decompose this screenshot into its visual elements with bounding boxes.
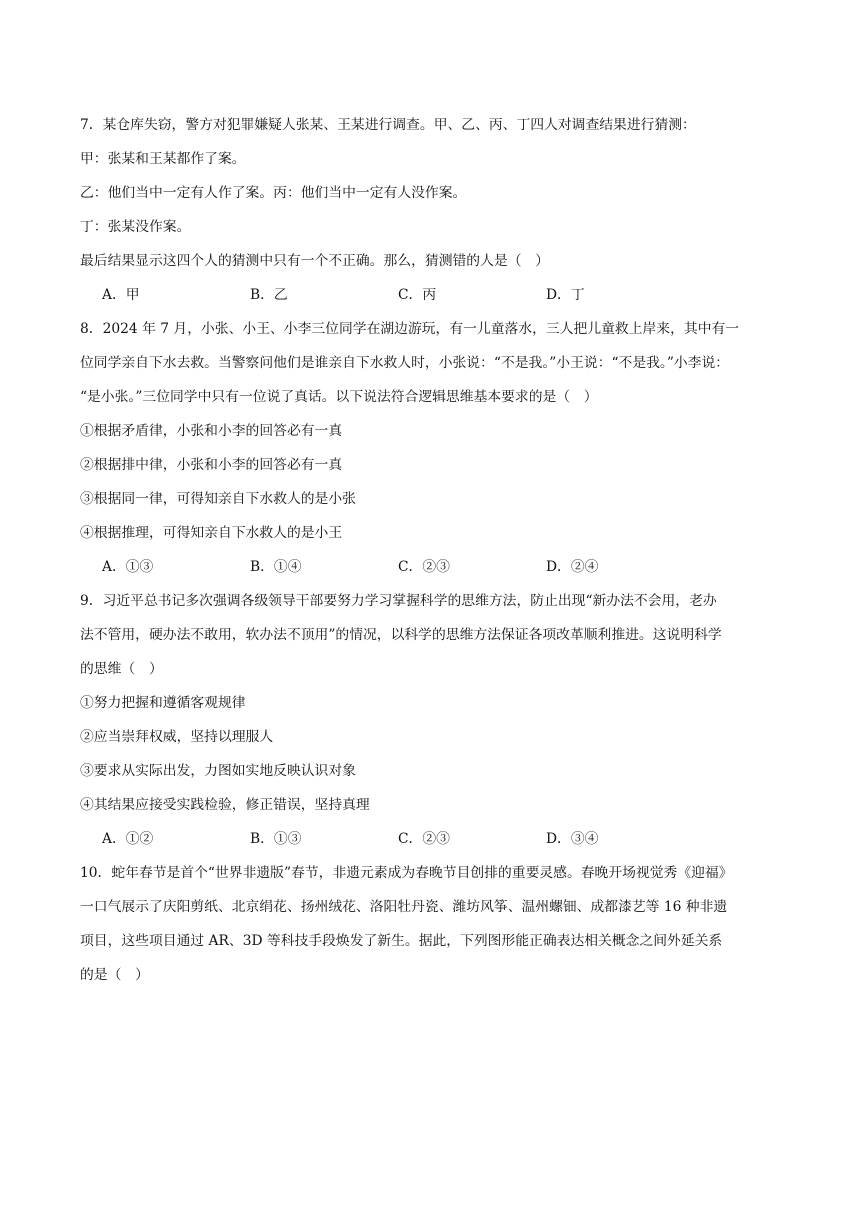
question-text-line: 甲：张某和王某都作了案。 (80, 151, 246, 167)
question-text-line: 最后结果显示这四个人的猜测中只有一个不正确。那么，猜测错的人是（ ） (80, 253, 550, 269)
question-text-line: 丁：张某没作案。 (80, 219, 191, 235)
answer-option: B．乙 (250, 287, 288, 303)
question-list (80, 108, 800, 992)
answer-option: A．①② (102, 831, 154, 847)
answer-option: B．①④ (250, 559, 302, 575)
answer-option: D．②④ (546, 559, 599, 575)
question-block (80, 584, 800, 856)
answer-option: C．②③ (398, 831, 450, 847)
question-text-line: 10．蛇年春节是首个“世界非遗版”春节，非遗元素成为春晚节目创排的重要灵感。春晚开场视觉秀《迎福》 (80, 865, 733, 881)
answer-options (80, 550, 800, 584)
question-text-line: “是小张。”三位同学中只有一位说了真话。以下说法符合逻辑思维基本要求的是（ ） (80, 389, 598, 405)
question-text-line: ③根据同一律，可得知亲自下水救人的是小张 (80, 491, 356, 507)
answer-options (80, 822, 800, 856)
answer-option: D．丁 (546, 287, 585, 303)
question-text-line: ④根据推理，可得知亲自下水救人的是小王 (80, 525, 343, 541)
answer-option: C．②③ (398, 559, 450, 575)
question-text-line: 的是（ ） (80, 967, 149, 983)
question-text-line: 的思维（ ） (80, 661, 163, 677)
question-text-line: 8．2024 年 7 月，小张、小王、小李三位同学在湖边游玩，有一儿童落水，三人把儿童救上岸来，其中有一 (80, 321, 740, 337)
question-text-line: ③要求从实际出发，力图如实地反映认识对象 (80, 763, 356, 779)
question-block (80, 312, 800, 584)
question-text-line: 一口气展示了庆阳剪纸、北京绢花、扬州绒花、洛阳牡丹瓷、潍坊风筝、温州螺钿、成都漆艺等 16 种非遗 (80, 899, 728, 915)
answer-option: A．甲 (102, 287, 140, 303)
question-text-line: ④其结果应接受实践检验，修正错误，坚持真理 (80, 797, 370, 813)
answer-option: B．①③ (250, 831, 302, 847)
answer-option: A．①③ (102, 559, 154, 575)
question-text-line: ①根据矛盾律，小张和小李的回答必有一真 (80, 423, 343, 439)
answer-option: C．丙 (398, 287, 437, 303)
question-block (80, 856, 800, 992)
answer-options (80, 278, 800, 312)
question-text-line: ②应当崇拜权威，坚持以理服人 (80, 729, 274, 745)
question-text-line: 乙：他们当中一定有人作了案。丙：他们当中一定有人没作案。 (80, 185, 467, 201)
question-text-line: ②根据排中律，小张和小李的回答必有一真 (80, 457, 343, 473)
question-text-line: 9．习近平总书记多次强调各级领导干部要努力学习掌握科学的思维方法，防止出现“新办法不会用，老办 (80, 593, 717, 609)
question-text-line: 项目，这些项目通过 AR、3D 等科技手段焕发了新生。据此，下列图形能正确表达相关概念之间外延关系 (80, 933, 723, 949)
question-block (80, 108, 800, 312)
question-text-line: ①努力把握和遵循客观规律 (80, 695, 246, 711)
answer-option: D．③④ (546, 831, 599, 847)
question-text-line: 法不管用，硬办法不敢用，软办法不顶用”的情况，以科学的思维方法保证各项改革顺利推进。这说明科学 (80, 627, 722, 643)
question-text-line: 7．某仓库失窃，警方对犯罪嫌疑人张某、王某进行调查。甲、乙、丙、丁四人对调查结果进行猜测： (80, 117, 696, 133)
question-text-line: 位同学亲自下水去救。当警察问他们是谁亲自下水救人时，小张说：“不是我。”小王说：“不是我。”小李说： (80, 355, 730, 371)
